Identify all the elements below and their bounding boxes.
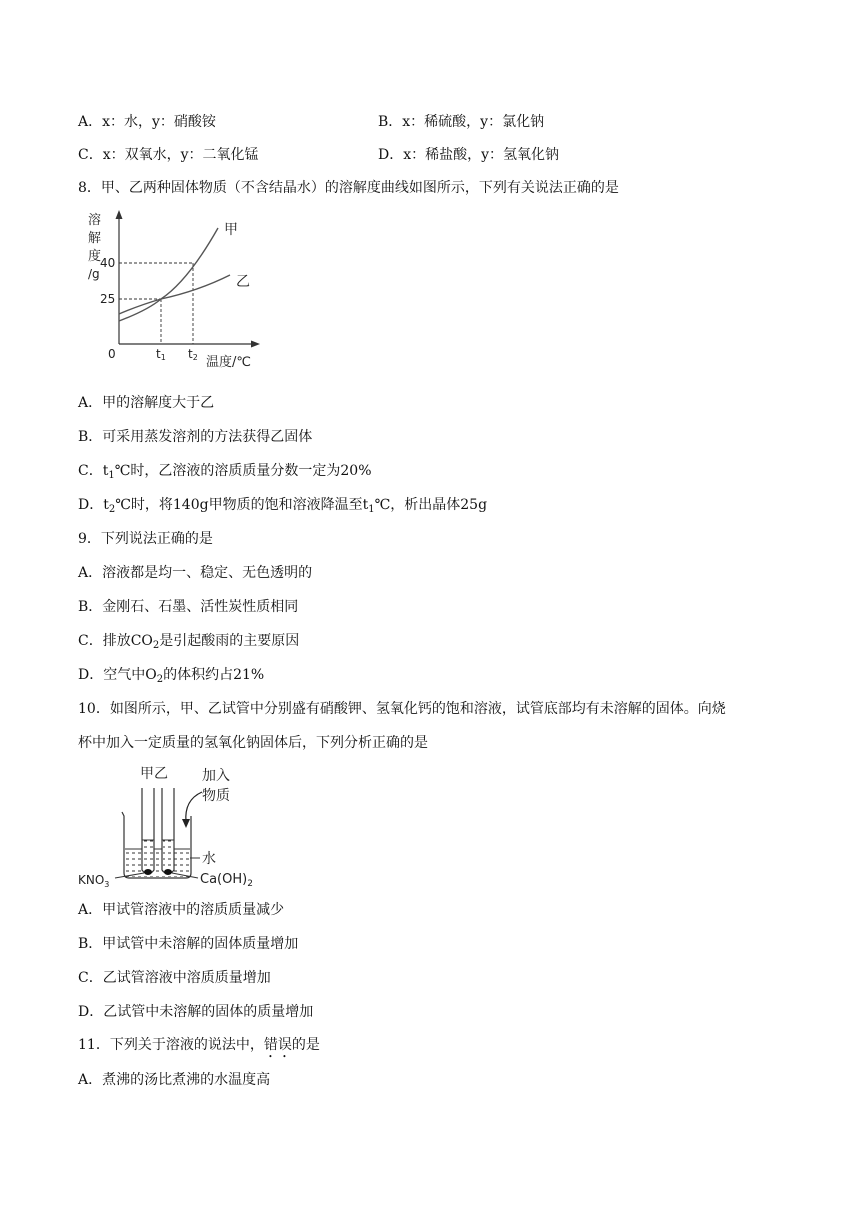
chart-series-jia-label: 甲 — [224, 222, 238, 238]
chart-ytick-25: 25 — [100, 292, 116, 306]
caoh2-label: $Ca(OH)_2$ — [200, 872, 253, 889]
chart-xtick-t1: t1 — [156, 347, 166, 362]
kno3-label: $KNO_3$ — [78, 873, 110, 889]
test-tube-figure — [78, 760, 278, 890]
solubility-chart — [78, 206, 268, 372]
q7-option-b: B．x：稀硫酸，y：氯化钠 — [378, 114, 545, 130]
add-arrow-icon — [186, 792, 202, 822]
tube-labels: 甲乙 — [140, 766, 168, 782]
q8-option-a: A．甲的溶解度大于乙 — [78, 395, 215, 411]
chart-y-arrow — [116, 210, 123, 219]
chart-ytick-40: 40 — [100, 256, 116, 270]
add-label-2: 物质 — [202, 788, 230, 804]
tube-yi-solution — [163, 840, 173, 868]
q9-option-d: D．空气中$O_2$的体积约占21% — [78, 667, 265, 685]
q10-option-d: D．乙试管中未溶解的固体的质量增加 — [78, 1004, 314, 1020]
tube-jia-solid — [144, 869, 152, 875]
chart-ylabel-char-1: 溶 — [88, 213, 102, 228]
tube-yi-solid — [164, 869, 172, 875]
q10-option-c: C．乙试管溶液中溶质质量增加 — [78, 970, 271, 986]
chart-series-jia-line — [119, 228, 218, 321]
q9-option-c: C．排放$CO_2$是引起酸雨的主要原因 — [78, 633, 300, 651]
chart-series-yi-label: 乙 — [236, 274, 250, 290]
chart-ylabel-char-3: 度 — [88, 249, 102, 264]
water-label: 水 — [202, 851, 216, 867]
q11-stem: 11．下列关于溶液的说法中，错误的是 — [78, 1037, 320, 1053]
add-arrowhead — [182, 819, 190, 828]
q8-stem: 8．甲、乙两种固体物质（不含结晶水）的溶解度曲线如图所示，下列有关说法正确的是 — [78, 180, 619, 196]
q10-option-b: B．甲试管中未溶解的固体质量增加 — [78, 936, 299, 952]
add-label-1: 加入 — [202, 768, 230, 784]
chart-xlabel: 温度/℃ — [206, 355, 251, 370]
q9-option-b: B．金刚石、石墨、活性炭性质相同 — [78, 599, 299, 615]
chart-xtick-t2: t2 — [188, 347, 198, 362]
q8-option-d: D．$t_2℃$时，将140g甲物质的饱和溶液降温至$t_1℃$，析出晶体25g — [78, 497, 488, 515]
q7-option-c: C．x：双氧水，y：二氧化锰 — [78, 147, 259, 163]
q11-option-a: A．煮沸的汤比煮沸的水温度高 — [78, 1072, 271, 1088]
q10-stem-line-2: 杯中加入一定质量的氢氧化钠固体后，下列分析正确的是 — [78, 735, 428, 751]
chart-x-arrow — [251, 341, 260, 348]
chart-ylabel-char-4: /g — [88, 267, 100, 281]
q10-stem-line-1: 10．如图所示，甲、乙试管中分别盛有硝酸钾、氢氧化钙的饱和溶液，试管底部均有未溶解的固体。向烧 — [78, 701, 726, 717]
q8-option-c: C．$t_1℃$时，乙溶液的溶质质量分数一定为20% — [78, 463, 372, 481]
q9-stem: 9．下列说法正确的是 — [78, 531, 213, 547]
q9-option-a: A．溶液都是均一、稳定、无色透明的 — [78, 565, 313, 581]
q8-option-b: B．可采用蒸发溶剂的方法获得乙固体 — [78, 429, 313, 445]
tube-jia-solution — [143, 840, 153, 868]
chart-ylabel-char-2: 解 — [88, 231, 102, 246]
chart-series-yi-line — [119, 275, 230, 314]
q11-emphasis: 错误 — [263, 1037, 292, 1053]
q10-option-a: A．甲试管溶液中的溶质质量减少 — [78, 902, 285, 918]
q7-option-d: D．x：稀盐酸，y：氢氧化钠 — [378, 147, 560, 163]
q7-option-a: A．x：水，y：硝酸铵 — [78, 114, 216, 130]
beaker-water — [125, 849, 190, 877]
chart-origin-label: 0 — [108, 347, 116, 361]
